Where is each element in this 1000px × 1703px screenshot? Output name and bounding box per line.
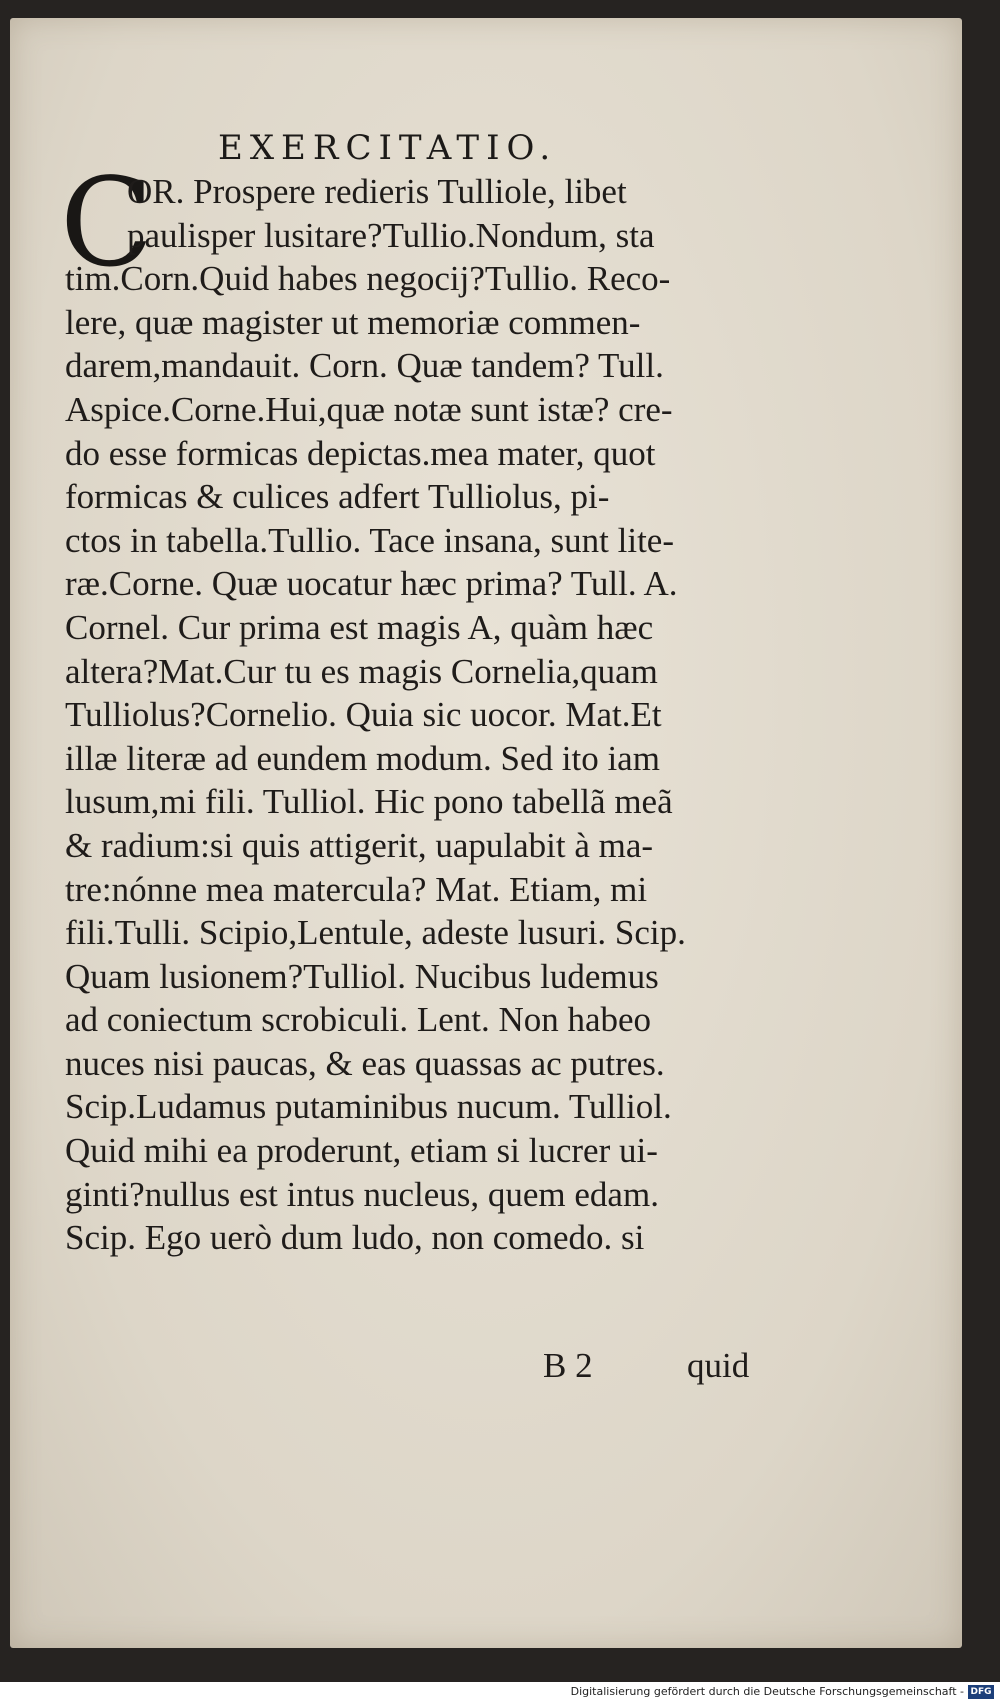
dfg-logo-icon: DFG (968, 1685, 994, 1699)
text-line: Cornel. Cur prima est magis A, quàm hæc (65, 607, 654, 647)
text-line: ctos in tabella.Tullio. Tace insana, sunt lite- (65, 520, 674, 560)
text-line: Tulliolus?Cornelio. Quia sic uocor. Mat.Et (65, 695, 662, 735)
text-line: Quid mihi ea proderunt, etiam si lucrer ui- (65, 1131, 658, 1171)
text-line: illæ literæ ad eundem modum. Sed ito iam (65, 738, 660, 778)
text-line: ad coniectum scrobiculi. Lent. Non habeo (65, 1000, 652, 1040)
funding-credit: Digitalisierung gefördert durch die Deutsche Forschungsgemeinschaft - (570, 1685, 964, 1698)
text-line: altera?Mat.Cur tu es magis Cornelia,quam (65, 651, 658, 691)
text-line: do esse formicas depictas.mea mater, quot (65, 433, 656, 473)
text-line: & radium:si quis attigerit, uapulabit à ma- (65, 825, 654, 865)
text-line: tre:nónne mea matercula? Mat. Etiam, mi (65, 869, 648, 909)
text-line: Scip.Ludamus putaminibus nucum. Tulliol. (65, 1087, 672, 1127)
text-line: Quam lusionem?Tulliol. Nucibus ludemus (65, 956, 659, 996)
text-line: OR. Prospere redieris Tulliole, libet (127, 172, 627, 211)
text-line: paulisper lusitare?Tullio.Nondum, sta (127, 215, 655, 255)
text-line: lere, quæ magister ut memoriæ commen- (65, 302, 641, 342)
text-line: tim.Corn.Quid habes negocij?Tullio. Reco- (65, 259, 671, 299)
book-page (10, 18, 962, 1648)
catchword: quid (687, 1346, 750, 1385)
body-text (65, 170, 765, 1260)
text-line: fili.Tulli. Scipio,Lentule, adeste lusuri. Scip. (65, 913, 686, 953)
text-line: formicas & culices adfert Tulliolus, pi- (65, 477, 610, 517)
text-line: Aspice.Corne.Hui,quæ notæ sunt istæ? cre- (65, 389, 673, 429)
text-line: ginti?nullus est intus nucleus, quem edam. (65, 1174, 659, 1214)
text-line: nuces nisi paucas, & eas quassas ac putres. (65, 1043, 665, 1083)
text-line: Scip. Ego uerò dum ludo, non comedo. si (65, 1218, 645, 1258)
text-line: darem,mandauit. Corn. Quæ tandem? Tull. (65, 346, 664, 386)
drop-capital: C (60, 152, 154, 294)
text-line: lusum,mi fili. Tulliol. Hic pono tabellã meã (65, 782, 673, 822)
text-line: ræ.Corne. Quæ uocatur hæc prima? Tull. A. (65, 564, 678, 604)
running-header: EXERCITATIO. (218, 128, 558, 168)
signature-mark: B 2 (543, 1346, 593, 1385)
credit-bar (0, 1682, 1000, 1703)
